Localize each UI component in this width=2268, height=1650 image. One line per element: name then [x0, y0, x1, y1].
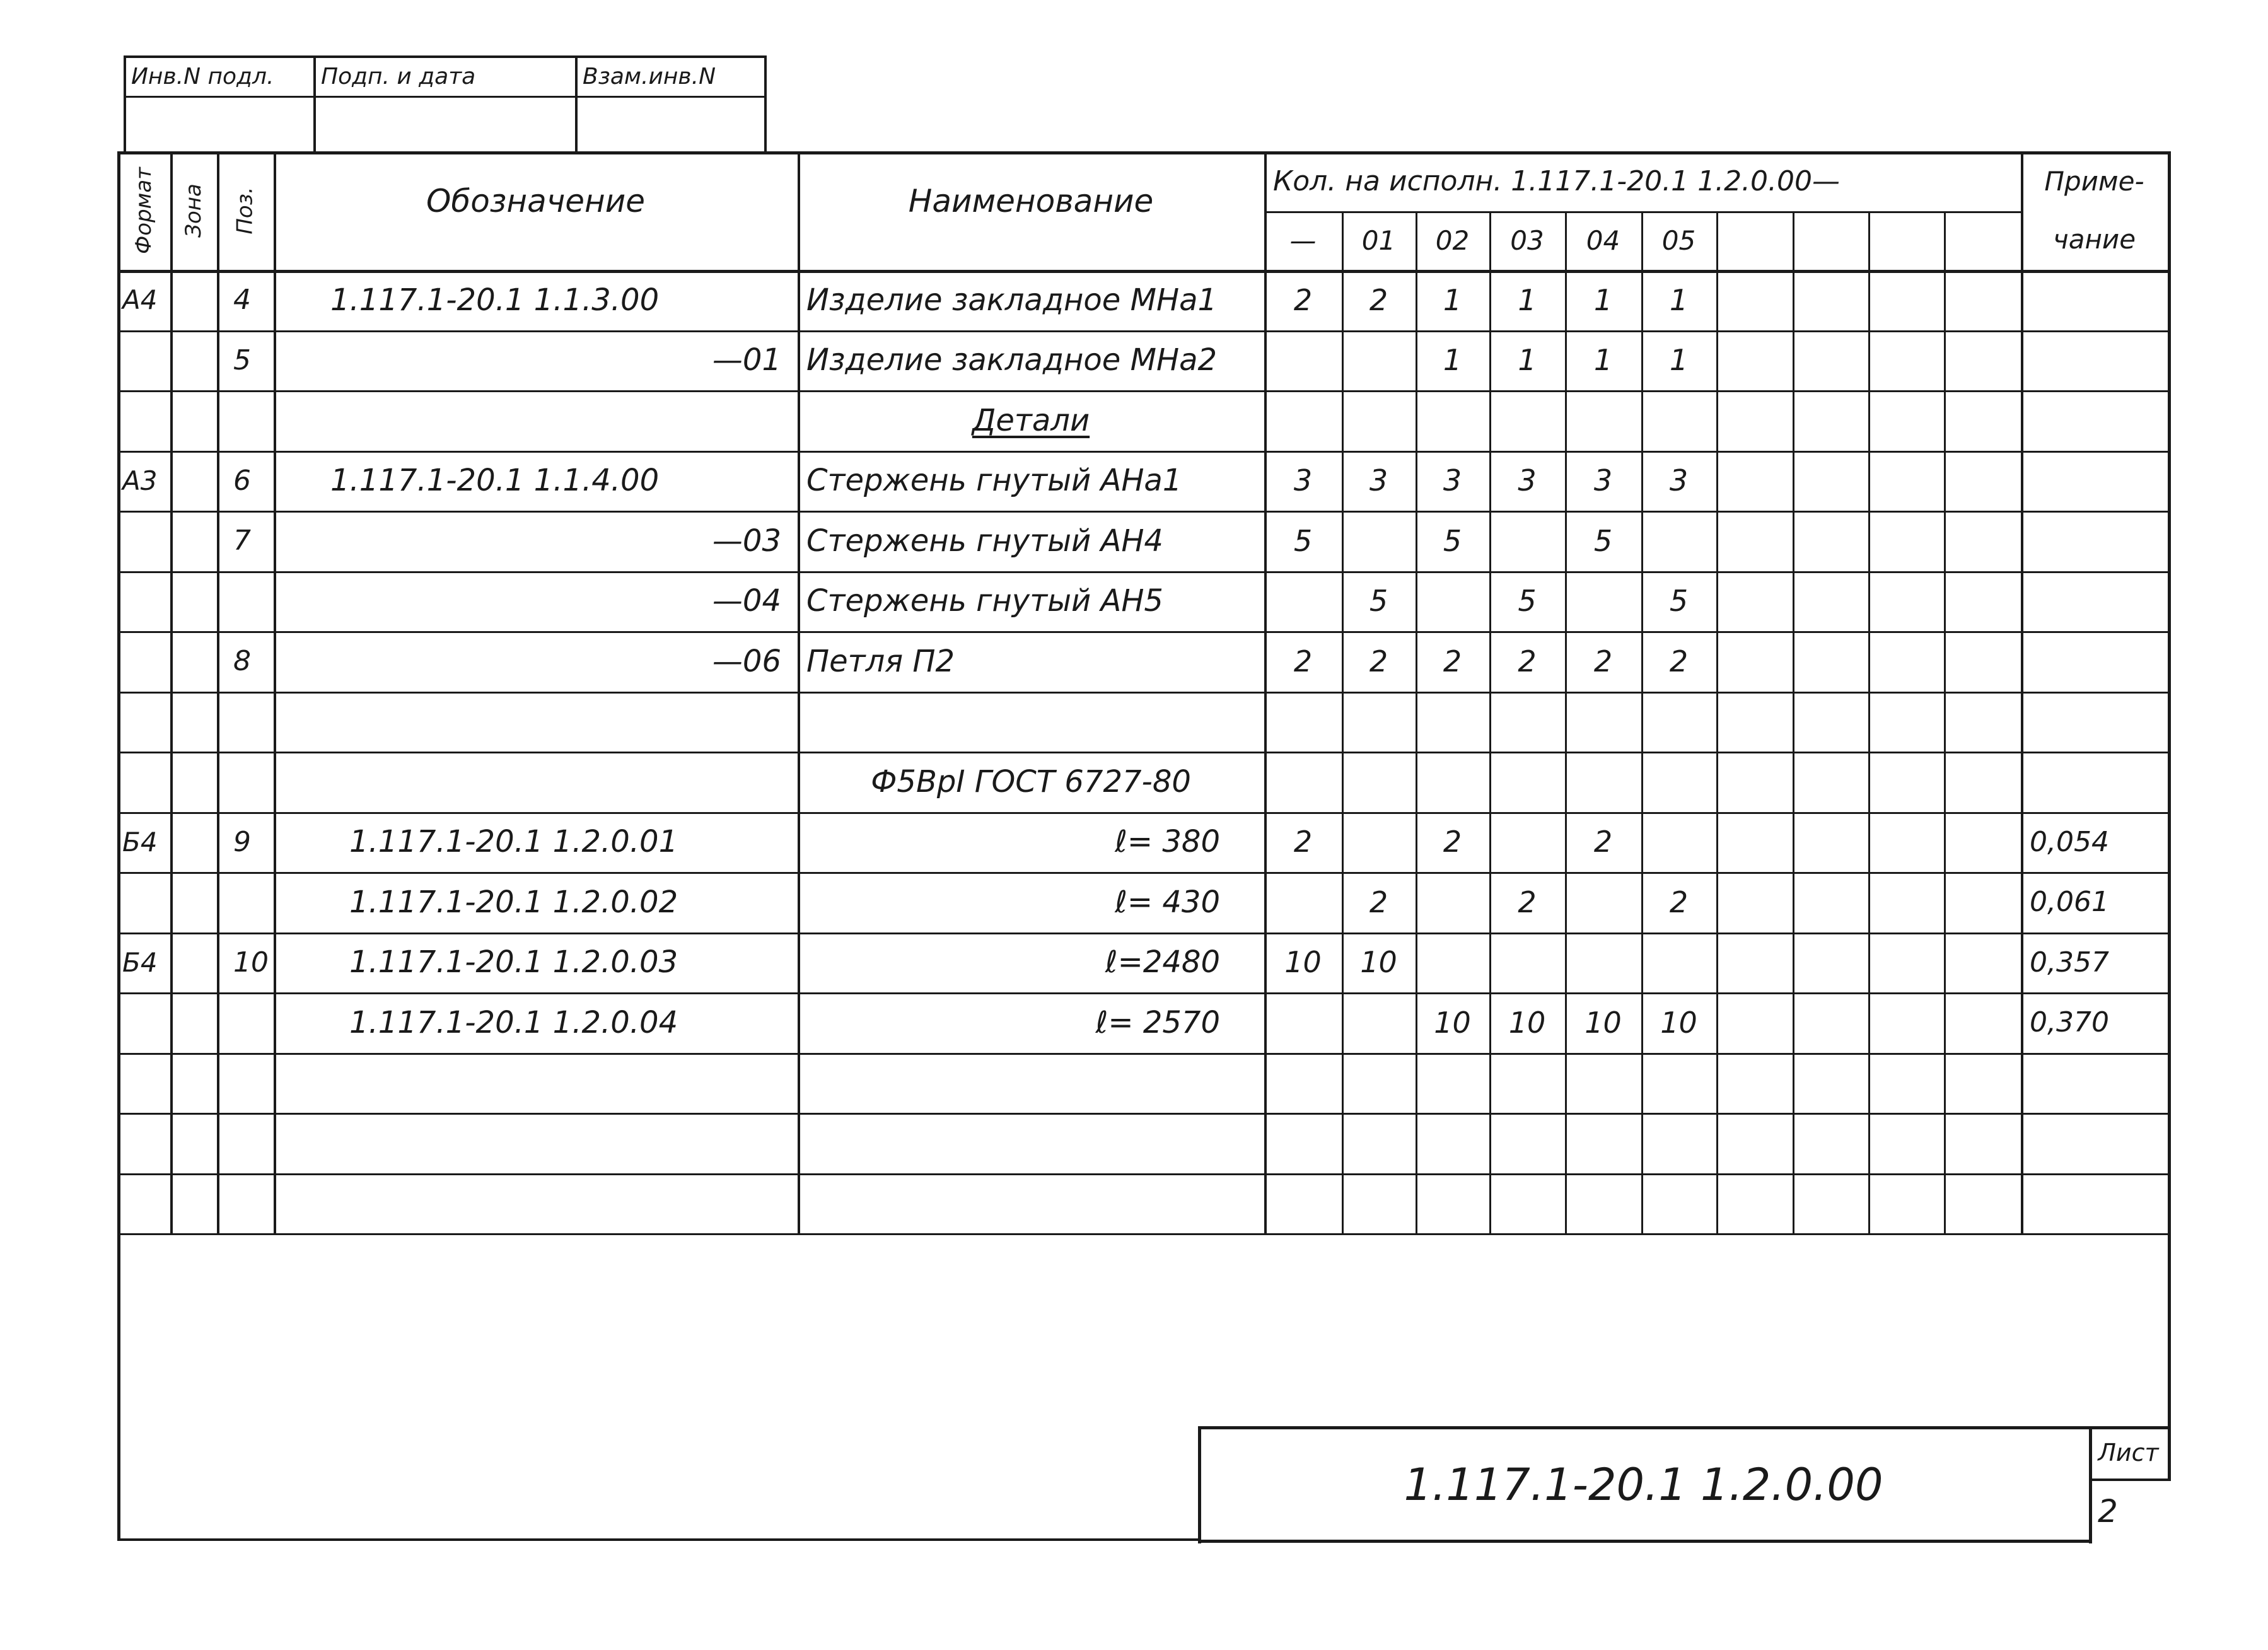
row-qty: 1 — [1593, 282, 1613, 317]
header-variant: 05 — [1661, 225, 1696, 256]
row-qty: 2 — [1669, 644, 1689, 678]
row-qty: 3 — [1293, 463, 1313, 498]
row-qty — [1716, 631, 1793, 692]
row-qty: 2 — [1669, 885, 1689, 919]
row-designation: 1.117.1-20.1 1.2.0.04 — [349, 1004, 678, 1040]
row-qty: 5 — [1669, 584, 1689, 619]
row-format — [117, 872, 170, 932]
row-qty: 2 — [1293, 282, 1313, 317]
row-qty: 2 — [1518, 885, 1537, 919]
header-variant: 02 — [1435, 225, 1470, 256]
row-pos: 5 — [233, 344, 251, 376]
row-note — [2021, 1053, 2168, 1113]
row-qty — [1342, 330, 1416, 391]
row-name — [798, 692, 1264, 752]
row-qty — [1716, 390, 1793, 451]
row-pos — [217, 692, 274, 752]
row-qty: 2 — [1369, 282, 1388, 317]
row-qty — [1641, 752, 1716, 812]
row-qty — [1416, 872, 1489, 932]
row-note: 0,054 — [2030, 825, 2109, 858]
row-qty — [1793, 631, 1868, 692]
row-qty — [1793, 330, 1868, 391]
row-designation: 1.117.1-20.1 1.2.0.02 — [349, 884, 678, 920]
row-qty — [1264, 992, 1342, 1053]
row-qty — [1342, 1173, 1416, 1234]
row-format — [117, 1053, 170, 1113]
row-qty — [1489, 932, 1565, 993]
row-name: ℓ= 380 — [1115, 824, 1220, 860]
header-pos: Поз. — [232, 187, 258, 235]
row-qty — [1565, 1173, 1641, 1234]
row-qty — [1868, 1053, 1944, 1113]
row-qty — [1868, 631, 1944, 692]
row-qty — [1565, 1113, 1641, 1173]
row-pos — [217, 571, 274, 632]
row-qty — [1868, 1113, 1944, 1173]
row-qty — [1416, 932, 1489, 993]
row-pos — [217, 1173, 274, 1234]
row-qty — [1944, 1053, 2021, 1113]
row-qty — [1565, 752, 1641, 812]
header-format: Формат — [131, 167, 157, 254]
row-qty — [1944, 692, 2021, 752]
row-qty — [1944, 511, 2021, 571]
row-qty — [1793, 511, 1868, 571]
row-qty — [1868, 872, 1944, 932]
row-qty — [1716, 812, 1793, 873]
row-name: Стержень гнутый АНа1 — [806, 463, 1182, 499]
row-format: Б4 — [122, 946, 158, 978]
row-qty: 5 — [1293, 523, 1313, 558]
row-qty — [1565, 932, 1641, 993]
row-qty: 2 — [1293, 644, 1313, 678]
row-note — [2021, 1113, 2168, 1173]
row-pos — [217, 1113, 274, 1173]
frame-bottom-line — [117, 1538, 1198, 1541]
row-qty: 2 — [1518, 644, 1537, 678]
row-qty — [1264, 390, 1342, 451]
row-qty — [1716, 511, 1793, 571]
header-variant: 04 — [1586, 225, 1620, 256]
row-qty — [1489, 1053, 1565, 1113]
row-name: ℓ= 430 — [1115, 884, 1220, 920]
row-qty: 3 — [1669, 463, 1689, 498]
row-note: 0,357 — [2030, 946, 2109, 979]
row-qty — [1489, 1173, 1565, 1234]
header-variant: 03 — [1510, 225, 1544, 256]
row-qty — [1489, 390, 1565, 451]
row-qty — [1565, 872, 1641, 932]
row-qty — [1489, 752, 1565, 812]
row-qty — [1716, 932, 1793, 993]
row-qty — [1944, 571, 2021, 632]
row-qty — [1342, 992, 1416, 1053]
stamp-col-line — [313, 55, 316, 151]
row-note — [2021, 631, 2168, 692]
row-format — [117, 1173, 170, 1234]
row-qty — [1416, 390, 1489, 451]
row-qty: 1 — [1443, 343, 1462, 378]
row-qty — [1944, 451, 2021, 511]
row-qty — [1793, 692, 1868, 752]
row-format: А3 — [122, 465, 158, 496]
row-note: 0,370 — [2030, 1006, 2109, 1039]
row-name: ℓ= 2570 — [1095, 1004, 1220, 1040]
row-note — [2021, 692, 2168, 752]
row-name — [798, 1113, 1264, 1173]
row-qty — [1868, 390, 1944, 451]
row-qty — [1944, 1173, 2021, 1234]
stamp-col-line — [575, 55, 578, 151]
row-qty — [1342, 390, 1416, 451]
row-name: Изделие закладное МНа1 — [806, 282, 1218, 318]
row-qty — [1868, 932, 1944, 993]
header-designation: Обозначение — [426, 183, 645, 219]
row-qty — [1793, 992, 1868, 1053]
row-qty — [1565, 692, 1641, 752]
row-qty — [1793, 932, 1868, 993]
row-qty — [1793, 872, 1868, 932]
row-designation: —01 — [712, 342, 781, 378]
row-qty — [1868, 571, 1944, 632]
row-qty: 1 — [1518, 282, 1537, 317]
row-format — [117, 511, 170, 571]
sheet-label: Лист — [2098, 1438, 2159, 1467]
row-format — [117, 571, 170, 632]
row-qty — [1264, 571, 1342, 632]
row-qty — [1342, 1053, 1416, 1113]
frame-right-lower-line — [2168, 1286, 2171, 1479]
row-qty — [1416, 1173, 1489, 1234]
row-qty — [1944, 390, 2021, 451]
sheet-number: 2 — [2098, 1492, 2118, 1530]
row-qty — [1868, 752, 1944, 812]
row-qty — [1944, 270, 2021, 330]
header-note: Приме-чание — [2044, 166, 2144, 255]
row-qty — [1716, 571, 1793, 632]
row-qty — [1944, 752, 2021, 812]
row-name: ℓ=2480 — [1105, 944, 1220, 980]
header-variant — [1944, 211, 2021, 270]
row-note — [2021, 1173, 2168, 1234]
row-qty: 1 — [1443, 282, 1462, 317]
row-designation — [274, 1113, 798, 1173]
stamp-header: Подп. и дата — [321, 63, 476, 90]
row-designation — [274, 1173, 798, 1234]
row-qty — [1944, 992, 2021, 1053]
row-qty: 5 — [1369, 584, 1388, 619]
row-name: Изделие закладное МНа2 — [806, 342, 1218, 378]
row-qty — [1641, 390, 1716, 451]
row-qty — [1416, 692, 1489, 752]
row-qty — [1489, 511, 1565, 571]
row-qty: 1 — [1518, 343, 1537, 378]
row-format — [117, 1113, 170, 1173]
row-name: Стержень гнутый АН4 — [806, 523, 1163, 559]
row-qty — [1716, 692, 1793, 752]
row-note: 0,061 — [2030, 886, 2109, 919]
row-qty — [1342, 752, 1416, 812]
row-qty: 1 — [1669, 343, 1689, 378]
row-format — [117, 992, 170, 1053]
row-designation: —06 — [712, 643, 781, 679]
row-pos: 6 — [233, 464, 251, 497]
row-qty — [1264, 330, 1342, 391]
stamp-col-line — [764, 55, 767, 151]
row-qty — [1793, 752, 1868, 812]
header-variant — [1868, 211, 1944, 270]
row-qty — [1868, 692, 1944, 752]
row-qty: 2 — [1593, 825, 1613, 859]
row-qty — [1868, 812, 1944, 873]
row-designation — [274, 692, 798, 752]
stamp-header: Взам.инв.N — [583, 63, 716, 90]
document-designation: 1.117.1-20.1 1.2.0.00 — [1404, 1459, 1883, 1511]
row-qty — [1416, 752, 1489, 812]
row-qty — [1793, 1053, 1868, 1113]
row-qty — [1793, 1173, 1868, 1234]
row-qty: 5 — [1593, 523, 1613, 558]
row-qty: 1 — [1593, 343, 1613, 378]
row-qty — [1641, 932, 1716, 993]
row-qty: 10 — [1434, 1005, 1471, 1040]
table-row-line — [117, 1233, 2171, 1235]
header-variant — [1793, 211, 1868, 270]
row-qty — [1716, 992, 1793, 1053]
row-designation — [274, 390, 798, 451]
row-qty: 3 — [1593, 463, 1613, 498]
row-qty — [1489, 1113, 1565, 1173]
row-qty: 2 — [1443, 825, 1462, 859]
row-qty — [1793, 270, 1868, 330]
row-qty — [1416, 1113, 1489, 1173]
row-qty — [1342, 1113, 1416, 1173]
row-format — [117, 692, 170, 752]
row-format: Б4 — [122, 826, 158, 857]
row-pos — [217, 1053, 274, 1113]
frame-right-line — [2168, 151, 2171, 1286]
row-name: Детали — [972, 402, 1090, 438]
row-qty — [1944, 932, 2021, 993]
row-qty — [1944, 812, 2021, 873]
row-name — [798, 1053, 1264, 1113]
row-qty: 3 — [1518, 463, 1537, 498]
row-qty: 1 — [1669, 282, 1689, 317]
row-format — [117, 330, 170, 391]
row-qty — [1565, 571, 1641, 632]
row-qty — [1416, 571, 1489, 632]
row-qty — [1489, 812, 1565, 873]
stamp-header: Инв.N подл. — [131, 63, 274, 90]
row-qty — [1565, 1053, 1641, 1113]
row-name: Петля П2 — [806, 643, 955, 679]
row-qty: 10 — [1660, 1005, 1697, 1040]
row-designation: 1.117.1-20.1 1.1.4.00 — [330, 463, 660, 499]
row-qty — [1342, 692, 1416, 752]
row-designation: 1.117.1-20.1 1.2.0.01 — [349, 824, 678, 860]
row-designation: 1.117.1-20.1 1.1.3.00 — [330, 282, 660, 318]
row-note — [2021, 330, 2168, 391]
row-name: Ф5ВрI ГОСТ 6727-80 — [871, 764, 1191, 799]
header-variant — [1716, 211, 1793, 270]
row-pos: 8 — [233, 645, 251, 678]
row-qty — [1716, 1113, 1793, 1173]
row-qty: 2 — [1593, 644, 1613, 678]
row-qty — [1641, 1173, 1716, 1234]
row-qty — [1793, 571, 1868, 632]
row-qty: 2 — [1443, 644, 1462, 678]
row-qty — [1716, 330, 1793, 391]
row-qty — [1342, 511, 1416, 571]
row-qty — [1264, 692, 1342, 752]
row-format — [117, 631, 170, 692]
row-qty — [1868, 992, 1944, 1053]
row-qty: 10 — [1508, 1005, 1546, 1040]
header-qty-group: Кол. на исполн. 1.117.1-20.1 1.2.0.00— — [1273, 165, 1841, 197]
row-note — [2021, 511, 2168, 571]
row-qty — [1716, 1173, 1793, 1234]
row-qty — [1641, 692, 1716, 752]
row-qty — [1793, 1113, 1868, 1173]
row-qty — [1868, 511, 1944, 571]
stamp-mid-line — [124, 96, 767, 98]
row-pos — [217, 752, 274, 812]
row-qty: 10 — [1585, 1005, 1622, 1040]
row-pos — [217, 992, 274, 1053]
row-designation: —04 — [712, 583, 781, 619]
row-pos: 4 — [233, 284, 251, 317]
row-note — [2021, 451, 2168, 511]
row-qty — [1641, 812, 1716, 873]
row-qty: 2 — [1369, 644, 1388, 678]
row-pos — [217, 872, 274, 932]
row-pos: 7 — [233, 525, 251, 557]
row-qty — [1264, 1053, 1342, 1113]
row-qty: 5 — [1443, 523, 1462, 558]
row-qty — [1793, 390, 1868, 451]
row-qty — [1944, 1113, 2021, 1173]
row-qty: 3 — [1443, 463, 1462, 498]
row-note — [2021, 571, 2168, 632]
row-qty — [1868, 451, 1944, 511]
row-designation: 1.117.1-20.1 1.2.0.03 — [349, 944, 678, 980]
row-qty — [1264, 752, 1342, 812]
row-pos — [217, 390, 274, 451]
row-qty — [1944, 872, 2021, 932]
row-name — [798, 1173, 1264, 1234]
row-qty — [1716, 451, 1793, 511]
header-variant: 01 — [1361, 225, 1396, 256]
row-name: Стержень гнутый АН5 — [806, 583, 1163, 619]
header-variant: — — [1289, 225, 1317, 256]
row-qty — [1716, 1053, 1793, 1113]
row-qty — [1641, 511, 1716, 571]
row-note — [2021, 752, 2168, 812]
row-note — [2021, 390, 2168, 451]
row-qty — [1868, 1173, 1944, 1234]
row-qty — [1489, 692, 1565, 752]
row-qty — [1944, 330, 2021, 391]
row-qty — [1793, 451, 1868, 511]
row-qty — [1716, 270, 1793, 330]
row-qty — [1264, 872, 1342, 932]
row-qty — [1868, 330, 1944, 391]
row-pos: 10 — [233, 946, 269, 979]
row-qty — [1716, 872, 1793, 932]
row-note — [2021, 270, 2168, 330]
row-qty: 2 — [1293, 825, 1313, 859]
row-qty: 3 — [1369, 463, 1388, 498]
row-qty — [1868, 270, 1944, 330]
stamp-col-line — [124, 55, 126, 151]
row-qty — [1793, 812, 1868, 873]
header-zone: Зона — [181, 183, 207, 238]
row-qty — [1641, 1053, 1716, 1113]
row-qty — [1264, 1113, 1342, 1173]
row-qty — [1944, 631, 2021, 692]
row-designation — [274, 1053, 798, 1113]
row-designation: —03 — [712, 523, 781, 559]
row-qty: 2 — [1369, 885, 1388, 919]
row-qty: 5 — [1518, 584, 1537, 619]
row-qty — [1565, 390, 1641, 451]
row-qty: 10 — [1284, 945, 1322, 980]
row-qty — [1264, 1173, 1342, 1234]
row-qty — [1416, 1053, 1489, 1113]
row-qty — [1641, 1113, 1716, 1173]
row-qty — [1342, 812, 1416, 873]
row-qty: 10 — [1360, 945, 1397, 980]
row-format — [117, 390, 170, 451]
row-designation — [274, 752, 798, 812]
row-format — [117, 752, 170, 812]
row-pos: 9 — [233, 825, 251, 858]
header-name: Наименование — [908, 183, 1154, 219]
row-qty — [1716, 752, 1793, 812]
row-format: А4 — [122, 284, 158, 316]
